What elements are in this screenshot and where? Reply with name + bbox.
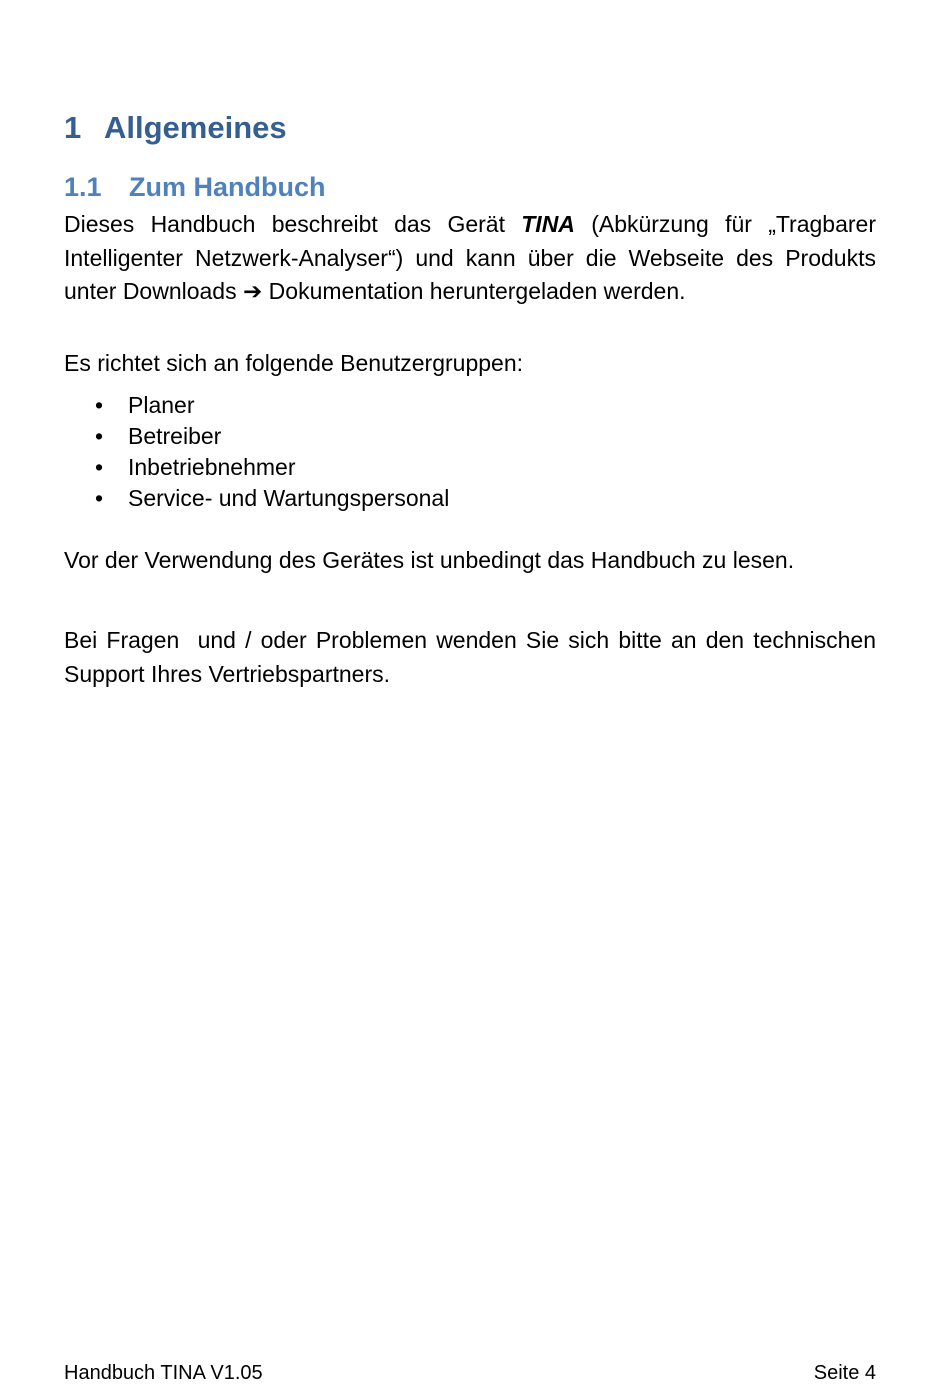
list-item-label: Betreiber bbox=[128, 423, 222, 449]
support-paragraph: Bei Fragen und / oder Problemen wenden Sie sich bitte an den technischen Support Ihres Vertriebspartners. bbox=[64, 627, 883, 687]
bullet-icon: • bbox=[95, 485, 104, 511]
list-item-label: Inbetriebnehmer bbox=[128, 454, 296, 480]
intro-paragraph bbox=[64, 208, 876, 309]
list-item-label: Planer bbox=[128, 392, 195, 418]
device-name: TINA bbox=[521, 211, 575, 237]
warning-paragraph: Vor der Verwendung des Gerätes ist unbedingt das Handbuch zu lesen. bbox=[64, 547, 795, 573]
bullet-icon: • bbox=[95, 392, 104, 418]
chapter-title: Allgemeines bbox=[104, 110, 287, 145]
intro-text-2: (Abkürzung für „Tragbarer Intelligenter Netzwerk-Analyser“) und kann über die Webseite des Produkts unter Downloads bbox=[64, 211, 876, 304]
chapter-heading bbox=[64, 110, 287, 146]
list-item bbox=[64, 483, 449, 514]
section-title: Zum Handbuch bbox=[129, 172, 326, 202]
page-footer bbox=[64, 1362, 876, 1385]
footer-document-title: Handbuch TINA V1.05 bbox=[64, 1362, 263, 1384]
arrow-right-icon: ➔ bbox=[243, 278, 263, 304]
groups-intro-paragraph: Es richtet sich an folgende Benutzergruppen: bbox=[64, 350, 524, 376]
footer-page-number: Seite 4 bbox=[813, 1362, 876, 1384]
bullet-icon: • bbox=[95, 423, 104, 449]
section-number: 1.1 bbox=[64, 172, 102, 202]
list-item bbox=[64, 390, 449, 421]
intro-text-3: Dokumentation heruntergeladen werden. bbox=[262, 278, 686, 304]
list-item bbox=[64, 421, 449, 452]
section-heading bbox=[64, 172, 326, 203]
list-item bbox=[64, 452, 449, 483]
chapter-number: 1 bbox=[64, 110, 82, 145]
bullet-icon: • bbox=[95, 454, 104, 480]
user-groups-list bbox=[64, 390, 449, 514]
intro-text-1: Dieses Handbuch beschreibt das Gerät bbox=[64, 211, 522, 237]
list-item-label: Service- und Wartungspersonal bbox=[128, 485, 450, 511]
